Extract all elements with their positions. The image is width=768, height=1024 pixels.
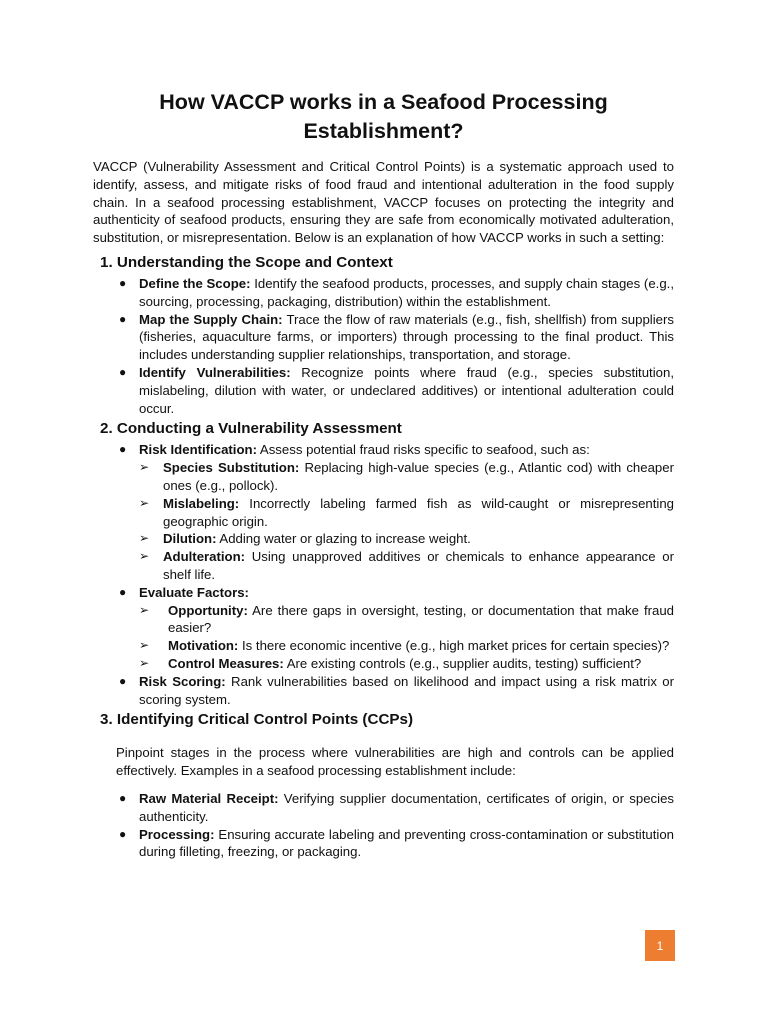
sub-list-item: ➢ Control Measures: Are existing controls (e.g., supplier audits, testing) sufficient?: [139, 655, 642, 671]
list-item: ● Define the Scope: Identify the seafood products, processes, and supply chain stages (e.g., sourcing, processing, packaging, distribution) within the establishment.: [119, 275, 674, 309]
arrow-bullet-icon: ➢: [139, 549, 150, 564]
list-item: ● Evaluate Factors: ➢ Opportunity: Are there gaps in oversight, testing, or documentation that make fraud easier? ➢ Motivation: Is there economic incentive (e.g., high market prices for certain species)? ➢ Control Measures: Are existing controls (e.g., supplier audits, testing) sufficient?: [119, 584, 674, 671]
section-3-heading: 3. Identifying Critical Control Points (CCPs): [100, 711, 414, 729]
arrow-bullet-icon: ➢: [139, 638, 150, 653]
document-body: [93, 88, 674, 861]
list-item: ● Risk Identification: Assess potential fraud risks specific to seafood, such as: ➢ Species Substitution: Replacing high-value species (e.g., Atlantic cod) with cheaper ones (e.g., pollock). ➢ Mislabeling: Incorrectly labeling farmed fish as wild-caught or misrepresenting geographic origin. ➢ Dilution: Adding water or glazing to increase weight. ➢ Adulteration: Using unapproved additives or chemicals to enhance appearance or shelf life.: [119, 442, 674, 582]
sub-list-item: ➢ Species Substitution: Replacing high-value species (e.g., Atlantic cod) with cheaper ones (e.g., pollock).: [139, 460, 674, 493]
page-number-badge: 1: [645, 930, 675, 961]
arrow-bullet-icon: ➢: [139, 495, 150, 510]
bullet-icon: ●: [119, 673, 127, 688]
list-item: ● Identify Vulnerabilities: Recognize points where fraud (e.g., species substitution, mislabeling, dilution with water, or undeclared additives) or intentional adulteration could occur.: [119, 364, 674, 416]
sub-list-item: ➢ Opportunity: Are there gaps in oversight, testing, or documentation that make fraud easier?: [139, 602, 674, 636]
list-item: ● Raw Material Receipt: Verifying supplier documentation, certificates of origin, or species authenticity.: [119, 790, 674, 824]
section-1-list: [93, 275, 674, 417]
sub-list-item: ➢ Mislabeling: Incorrectly labeling farmed fish as wild-caught or misrepresenting geographic origin.: [139, 495, 674, 529]
arrow-bullet-icon: ➢: [139, 655, 150, 670]
arrow-bullet-icon: ➢: [139, 531, 150, 546]
sub-list-item: ➢ Adulteration: Using unapproved additives or chemicals to enhance appearance or shelf life.: [139, 549, 674, 582]
intro-paragraph: VACCP (Vulnerability Assessment and Critical Control Points) is a systematic approach used to identify, assess, and mitigate risks of food fraud and intentional adulteration in the food supply chain. In a seafood processing establishment, VACCP focuses on protecting the integrity and authenticity of seafood products, ensuring they are safe from economically motivated adulteration, substitution, or misrepresentation. Below is an explanation of how VACCP works in such a setting:: [93, 159, 674, 246]
bullet-icon: ●: [119, 584, 127, 599]
bullet-icon: ●: [119, 275, 127, 290]
sub-list-item: ➢ Dilution: Adding water or glazing to increase weight.: [139, 531, 471, 547]
bullet-icon: ●: [119, 311, 127, 326]
section-3-intro: Pinpoint stages in the process where vulnerabilities are high and controls can be applied effectively. Examples in a seafood processing establishment include:: [116, 745, 674, 779]
list-item: ● Processing: Ensuring accurate labeling and preventing cross-contamination or substitution during filleting, freezing, or packaging.: [119, 826, 674, 860]
section-3-list: [93, 790, 674, 861]
list-item: ● Risk Scoring: Rank vulnerabilities based on likelihood and impact using a risk matrix or scoring system.: [119, 673, 674, 707]
risk-sublist: [139, 459, 674, 584]
bullet-icon: ●: [119, 364, 127, 379]
bullet-icon: ●: [119, 442, 127, 457]
arrow-bullet-icon: ➢: [139, 460, 150, 475]
evaluate-sublist: [139, 602, 674, 673]
section-2-heading: 2. Conducting a Vulnerability Assessment: [100, 420, 402, 438]
bullet-icon: ●: [119, 826, 127, 841]
list-item: ● Map the Supply Chain: Trace the flow of raw materials (e.g., fish, shellfish) from suppliers (fisheries, aquaculture farms, or importers) through processing to the final product. This includes understanding supplier relationships, transportation, and storage.: [119, 311, 674, 363]
section-1-heading: 1. Understanding the Scope and Context: [100, 253, 393, 271]
section-2-list: [93, 441, 674, 708]
bullet-icon: ●: [119, 790, 127, 805]
arrow-bullet-icon: ➢: [139, 602, 150, 617]
sub-list-item: ➢ Motivation: Is there economic incentive (e.g., high market prices for certain species)?: [139, 638, 670, 654]
document-title: How VACCP works in a Seafood Processing Establishment?: [159, 90, 608, 143]
